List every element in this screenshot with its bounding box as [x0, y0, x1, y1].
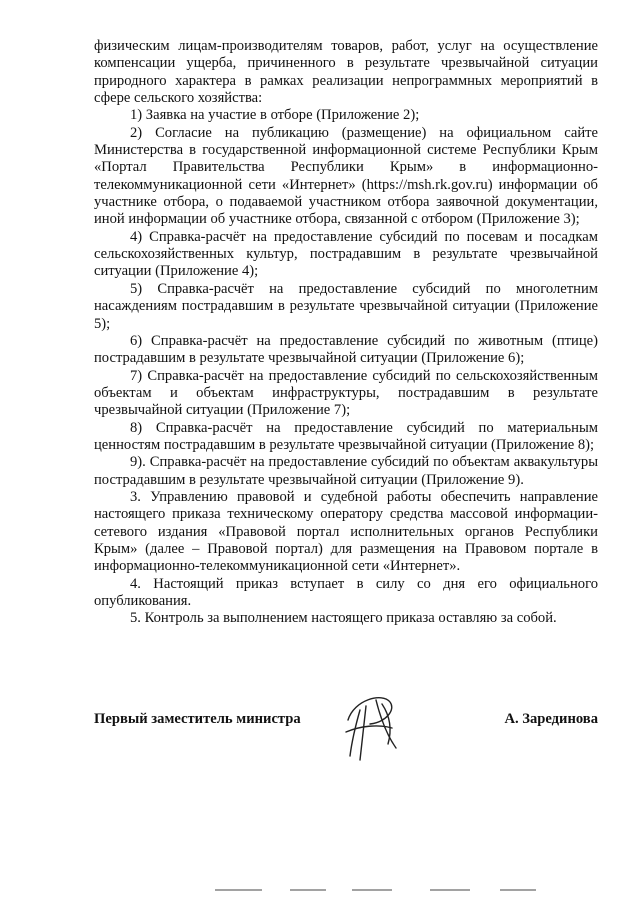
list-item-2: 2) Согласие на публикацию (размещение) на официальном сайте Министерства в государственной информационной системе Республики Крым «Портал Правительства Республики Крым» в информационно-телекоммуникационной сети «Интернет» (https://msh.rk.gov.ru) информации об участнике отбора, о подаваемой участником отбора заявочной документации, иной информации об участнике отбора, связанной с отбором (Приложение 3);	[94, 124, 598, 228]
clause-3: 3. Управлению правовой и судебной работы обеспечить направление настоящего приказа техническому оператору средства массовой информации-сетевого издания «Правовой портал исполнительных органов Республики Крым» (далее – Правовой портал) для размещения на Правовом портале в информационно-телекоммуникационной сети «Интернет».	[94, 488, 598, 575]
list-item-9: 9). Справка-расчёт на предоставление субсидий по объектам аквакультуры пострадавшим в результате чрезвычайной ситуации (Приложение 9).	[94, 454, 598, 488]
signatory-title: Первый заместитель министра	[94, 711, 301, 727]
list-item-7: 7) Справка-расчёт на предоставление субсидий по сельскохозяйственным объектам и объектам инфраструктуры, пострадавшим в результате чрезвычайной ситуации (Приложение 7);	[94, 367, 598, 419]
scan-edge-marks	[0, 880, 640, 905]
document-body	[94, 38, 598, 628]
list-item-5: 5) Справка-расчёт на предоставление субсидий по многолетним насаждениям пострадавшим в результате чрезвычайной ситуации (Приложение 5);	[94, 280, 598, 332]
handwritten-signature	[330, 686, 410, 766]
clause-5: 5. Контроль за выполнением настоящего приказа оставляю за собой.	[130, 610, 557, 627]
signatory-name: А. Зарединова	[504, 711, 598, 727]
intro-paragraph: физическим лицам-производителям товаров, работ, услуг на осуществление компенсации ущерба, причиненного в результате чрезвычайной ситуации природного характера в рамках реализации непрограммных мероприятий в сфере сельского хозяйства:	[94, 38, 598, 107]
list-item-1: 1) Заявка на участие в отборе (Приложение 2);	[130, 107, 420, 124]
list-item-6: 6) Справка-расчёт на предоставление субсидий по животным (птице) пострадавшим в результате чрезвычайной ситуации (Приложение 6);	[94, 332, 598, 367]
clause-4: 4. Настоящий приказ вступает в силу со дня его официального опубликования.	[94, 575, 598, 609]
list-item-8: 8) Справка-расчёт на предоставление субсидий по материальным ценностям пострадавшим в результате чрезвычайной ситуации (Приложение 8);	[94, 419, 598, 453]
list-item-4: 4) Справка-расчёт на предоставление субсидий по посевам и посадкам сельскохозяйственных культур, пострадавшим в результате чрезвычайной ситуации (Приложение 4);	[94, 228, 598, 280]
signature-block	[94, 700, 598, 780]
